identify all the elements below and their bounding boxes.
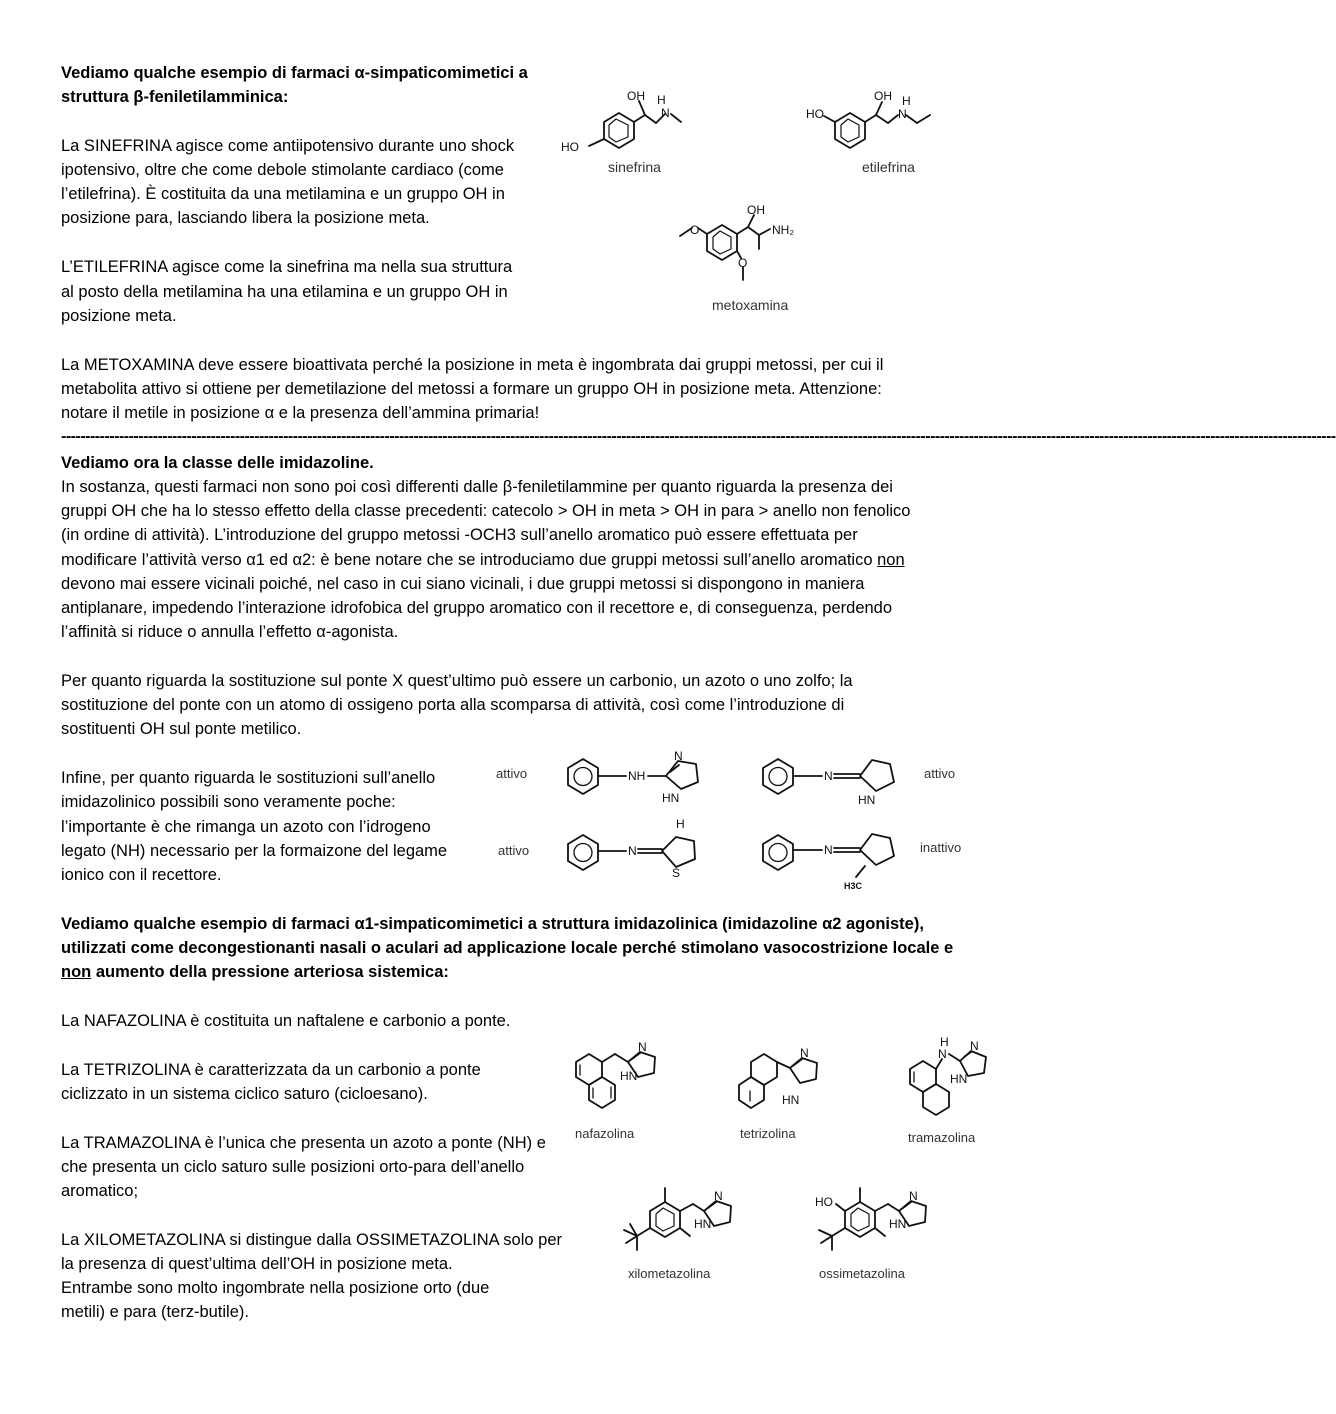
- paragraph-text: modificare l’attività verso α1 ed α2: è bene notare che se introduciamo due gruppi metossi sull’anello aromatico: [61, 551, 878, 569]
- paragraph-line: che presenta un ciclo saturo sulle posizioni orto-para dell’anello: [61, 1158, 525, 1176]
- atom-o: O: [738, 256, 748, 270]
- paragraph-line: [61, 548, 905, 573]
- atom-oh: OH: [747, 203, 765, 217]
- paragraph-line: posizione para, lasciando libera la posizione meta.: [61, 209, 430, 227]
- atom-hn: HN: [950, 1072, 968, 1086]
- xilometazolina-label: xilometazolina: [628, 1266, 711, 1281]
- paragraph-line: (in ordine di attività). L’introduzione del gruppo metossi -OCH3 sull’anello aromatico può essere effettuata per: [61, 526, 858, 544]
- atom-ho: HO: [561, 140, 579, 154]
- sinefrina-structure: [555, 88, 705, 183]
- atom-h3c: H3C: [844, 881, 863, 891]
- paragraph-line: Entrambe sono molto ingombrate nella posizione orto (due: [61, 1279, 490, 1297]
- paragraph-line: notare il metile in posizione α e la presenza dell’ammina primaria!: [61, 404, 540, 422]
- paragraph-line: In sostanza, questi farmaci non sono poi così differenti dalle β-feniletilammine per quanto riguarda la presenza dei: [61, 478, 893, 496]
- paragraph-line: aromatico;: [61, 1182, 139, 1200]
- paragraph-line: al posto della metilamina ha una etilamina e un gruppo OH in: [61, 283, 508, 301]
- paragraph-line: La XILOMETAZOLINA si distingue dalla OSSIMETAZOLINA solo per: [61, 1231, 563, 1249]
- atom-n: N: [898, 107, 907, 121]
- section-divider: ------------------------------------------------------------------------------------------------------------------------------------------------------------------------------------------------------------------------------------------------------------------------: [61, 428, 1336, 445]
- paragraph-line: L’ETILEFRINA agisce come la sinefrina ma nella sua struttura: [61, 258, 513, 276]
- atom-nh2: NH₂: [772, 223, 794, 237]
- paragraph-line: Infine, per quanto riguarda le sostituzioni sull’anello: [61, 769, 436, 787]
- atom-h: H: [940, 1035, 949, 1049]
- imidazoline-sar-figure: [490, 745, 980, 895]
- atom-n: N: [661, 106, 670, 120]
- heading-phenylethylamines-line1: Vediamo qualche esempio di farmaci α-simpaticomimetici a: [61, 64, 528, 82]
- heading-text: aumento della pressione arteriosa sistemica:: [91, 963, 449, 981]
- paragraph-line: imidazolinico possibili sono veramente poche:: [61, 793, 396, 811]
- paragraph-line: metabolita attivo si ottiene per demetilazione del metossi a formare un gruppo OH in posizione meta. Attenzione:: [61, 380, 882, 398]
- atom-nh: NH: [628, 769, 646, 783]
- paragraph-line: sostituenti OH sul ponte metilico.: [61, 720, 302, 738]
- activity-label-active: attivo: [924, 766, 956, 781]
- paragraph-line: La TRAMAZOLINA è l’unica che presenta un azoto a ponte (NH) e: [61, 1134, 546, 1152]
- atom-hn: HN: [694, 1217, 712, 1231]
- paragraph-line: posizione meta.: [61, 307, 177, 325]
- paragraph-line: ipotensivo, oltre che come debole stimolante cardiaco (come: [61, 161, 504, 179]
- paragraph-line: metili) e para (terz-butile).: [61, 1303, 249, 1321]
- atom-hn: HN: [889, 1217, 907, 1231]
- underlined-word: non: [877, 551, 905, 569]
- ossimetazolina-label: ossimetazolina: [819, 1266, 905, 1281]
- heading-line: [61, 960, 449, 985]
- atom-n: N: [628, 844, 637, 858]
- atom-h: H: [676, 817, 685, 831]
- paragraph-line: l’importante è che rimanga un azoto con l’idrogeno: [61, 818, 431, 836]
- atom-n: N: [714, 1189, 723, 1203]
- metoxamina-structure: [670, 200, 820, 320]
- ossimetazolina-structure: [805, 1180, 955, 1295]
- atom-hn: HN: [662, 791, 680, 805]
- etilefrina-structure: [800, 88, 970, 183]
- paragraph-line: sostituzione del ponte con un atomo di ossigeno porta alla scomparsa di attività, così come l’introduzione di: [61, 696, 845, 714]
- underlined-word: non: [61, 963, 92, 981]
- atom-hn: HN: [620, 1069, 638, 1083]
- tramazolina-label: tramazolina: [908, 1130, 976, 1145]
- paragraph-line: gruppi OH che ha lo stesso effetto della classe precedenti: catecolo > OH in meta > OH in para > anello non fenolico: [61, 502, 911, 520]
- atom-o: O: [690, 223, 700, 237]
- xilometazolina-structure: [610, 1180, 760, 1295]
- activity-label-active: attivo: [498, 843, 530, 858]
- paragraph-line: ionico con il recettore.: [61, 866, 222, 884]
- heading-phenylethylamines-line2: struttura β-feniletilamminica:: [61, 88, 289, 106]
- etilefrina-label: etilefrina: [862, 159, 915, 175]
- atom-hn: HN: [782, 1093, 800, 1107]
- sinefrina-label: sinefrina: [608, 159, 661, 175]
- atom-n: N: [800, 1046, 809, 1060]
- paragraph-line: La TETRIZOLINA è caratterizzata da un carbonio a ponte: [61, 1061, 481, 1079]
- heading-line: utilizzati come decongestionanti nasali o aculari ad applicazione locale perché stimolano vasocostrizione locale e: [61, 939, 954, 957]
- paragraph-line: La METOXAMINA deve essere bioattivata perché la posizione in meta è ingombrata dai gruppi metossi, per cui il: [61, 356, 884, 374]
- nafazolina-paragraph: La NAFAZOLINA è costituita un naftalene e carbonio a ponte.: [61, 1012, 511, 1030]
- atom-n: N: [638, 1040, 647, 1054]
- metoxamina-label: metoxamina: [712, 297, 789, 313]
- heading-imidazolines: Vediamo ora la classe delle imidazoline.: [61, 454, 374, 472]
- atom-oh: OH: [627, 89, 645, 103]
- paragraph-line: antiplanare, impedendo l’interazione idrofobica del gruppo aromatico con il recettore e, di conseguenza, perdendo: [61, 599, 893, 617]
- paragraph-line: La SINEFRINA agisce come antiipotensivo durante uno shock: [61, 137, 515, 155]
- atom-hn: HN: [858, 793, 876, 807]
- tetrizolina-label: tetrizolina: [740, 1126, 796, 1141]
- paragraph-line: devono mai essere vicinali poiché, nel caso in cui siano vicinali, i due gruppi metossi si dispongono in maniera: [61, 575, 865, 593]
- atom-ho: HO: [815, 1195, 833, 1209]
- paragraph-line: legato (NH) necessario per la formaizone del legame: [61, 842, 448, 860]
- atom-oh: OH: [874, 89, 892, 103]
- paragraph-line: Per quanto riguarda la sostituzione sul ponte X quest’ultimo può essere un carbonio, un azoto o uno zolfo; la: [61, 672, 853, 690]
- atom-s: S: [672, 866, 681, 880]
- nafazolina-structure: [565, 1040, 685, 1150]
- tramazolina-structure: [898, 1035, 998, 1150]
- atom-h: H: [902, 94, 911, 108]
- atom-n: N: [938, 1047, 947, 1061]
- atom-n: N: [674, 749, 683, 763]
- paragraph-line: l’affinità si riduce o annulla l’effetto α-agonista.: [61, 623, 399, 641]
- paragraph-line: ciclizzato in un sistema ciclico saturo (cicloesano).: [61, 1085, 428, 1103]
- tetrizolina-structure: [730, 1040, 850, 1150]
- paragraph-line: l’etilefrina). È costituita da una metilamina e un gruppo OH in: [61, 185, 505, 203]
- atom-n: N: [909, 1189, 918, 1203]
- paragraph-line: la presenza di quest’ultima dell’OH in posizione meta.: [61, 1255, 453, 1273]
- activity-label-inactive: inattivo: [920, 840, 962, 855]
- nafazolina-label: nafazolina: [575, 1126, 635, 1141]
- atom-n: N: [970, 1039, 979, 1053]
- atom-n: N: [824, 769, 833, 783]
- atom-ho: HO: [806, 107, 824, 121]
- heading-line: Vediamo qualche esempio di farmaci α1-simpaticomimetici a struttura imidazolinica (imidazoline α2 agoniste),: [61, 915, 924, 933]
- atom-n: N: [824, 843, 833, 857]
- activity-label-active: attivo: [496, 766, 528, 781]
- atom-h: H: [657, 93, 666, 107]
